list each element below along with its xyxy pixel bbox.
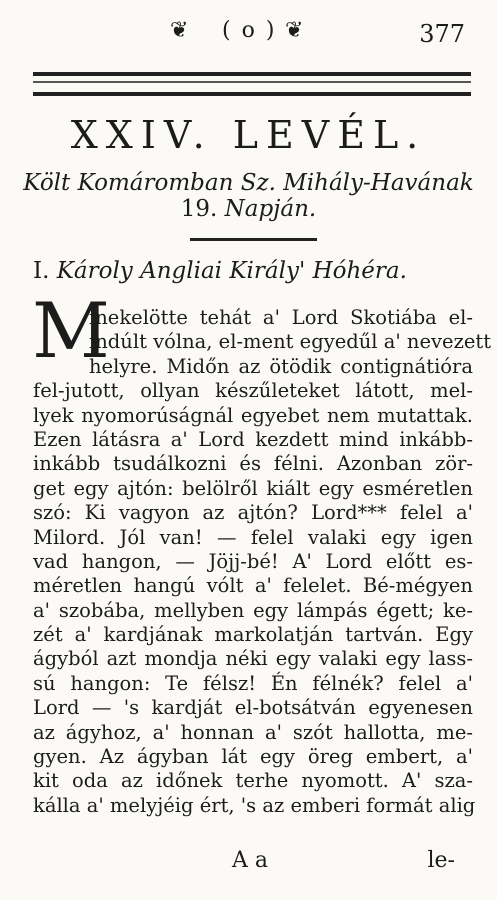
header-ornaments (170, 18, 320, 48)
page-number: 377 (419, 20, 465, 48)
text-line: fel-jutott, ollyan készűleteket látott, mel- (33, 379, 473, 403)
drop-cap: M (32, 286, 110, 375)
letter-date (0, 196, 497, 222)
text-line: inkább tsudálkozni és félni. Azonban zör- (33, 452, 473, 476)
text-line: lyek nyomorúságnál egyebet nem mutattak. (33, 403, 473, 427)
signature-mark: A a (232, 848, 268, 873)
text-line: méretlen hangú vólt a' felelet. Bé-mégyen (33, 574, 473, 598)
fleuron-left-icon: ❦ (170, 18, 189, 43)
fleuron-right-icon: ❦ (285, 18, 304, 43)
text-line: sú hangon: Te félsz! Én félnék? felel a' (33, 671, 473, 695)
text-line: a' szobába, mellyben egy lámpás égett; ke- (33, 598, 473, 622)
text-line: Lord — 's kardját el-botsátván egyenesen (33, 696, 473, 720)
text-line: zét a' kardjának markolatján tartván. Egy (33, 623, 473, 647)
body-text (33, 306, 492, 818)
text-line: gyen. Az ágyban lát egy öreg embert, a' (33, 745, 473, 769)
letter-place: Költ Komáromban Sz. Mihály-Havának (23, 170, 474, 196)
text-line: kálla a' melyjéig ért, 's az emberi formát alig (33, 793, 476, 817)
text-line: szó: Ki vagyon az ajtón? Lord*** felel a' (33, 501, 473, 525)
date-word: Napján. (224, 196, 317, 222)
header-double-rule (33, 72, 471, 96)
text-line: indúlt vólna, el-ment egyedűl a' nevezett (89, 330, 492, 354)
letter-title: XXIV. LEVÉL. (70, 113, 427, 157)
text-line: helyre. Midőn az ötödik contignátióra (89, 354, 473, 378)
catchword: le- (427, 848, 455, 873)
text-line: ágyból azt mondja néki egy valaki egy lass- (33, 647, 473, 671)
section-title: Károly Angliai Király' Hóhéra. (56, 258, 407, 284)
section-rule (190, 238, 317, 241)
text-line: vad hangon, — Jöjj-bé! A' Lord előtt es- (33, 549, 473, 573)
text-line: Ezen látásra a' Lord kezdett mind inkább- (33, 427, 473, 451)
text-line: Milord. Jól van! — felel valaki egy igen (33, 525, 473, 549)
page-footer (0, 848, 497, 878)
header-ornament-center: ( o ) (222, 18, 277, 43)
text-line: kit oda az időnek terhe nyomott. A' sza- (33, 769, 473, 793)
section-number: I. (33, 258, 50, 284)
section-heading (33, 258, 473, 284)
text-line: inekelötte tehát a' Lord Skotiába el- (89, 306, 473, 329)
date-day: 19. (180, 196, 218, 222)
text-line: az ágyhoz, a' honnan a' szót hallotta, me- (33, 720, 473, 744)
text-line: get egy ajtón: belölről kiált egy esméretlen (33, 476, 473, 500)
